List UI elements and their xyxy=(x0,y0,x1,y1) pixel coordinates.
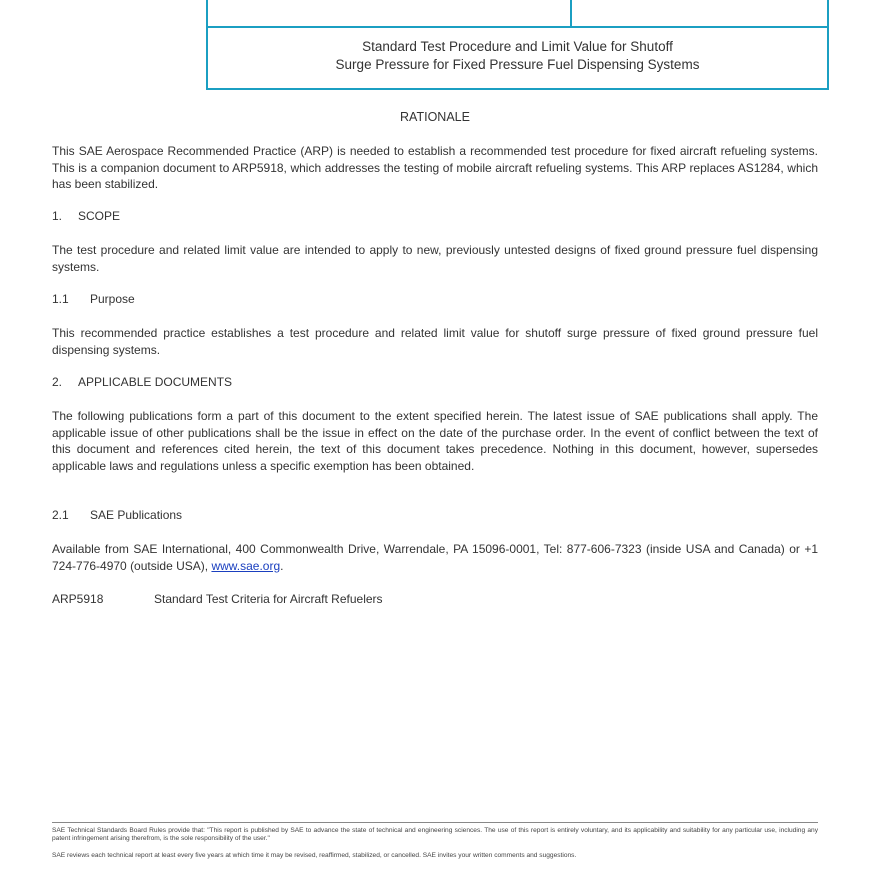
purpose-paragraph: This recommended practice establishes a test procedure and related limit value for shutoff surge pressure of fixed ground pressure fuel dispensing systems. xyxy=(52,326,818,357)
document-header-box xyxy=(206,0,829,90)
section-title: APPLICABLE DOCUMENTS xyxy=(78,375,233,389)
applicable-documents-paragraph: The following publications form a part of this document to the extent specified herein. The latest issue of SAE publications shall apply. The applicable issue of other publications shall be the issue in effect on the date of the purchase order. In the event of conflict between the text of this document and references cited herein, the text of this document takes precedence. Nothing in this document, however, supersedes applicable laws and regulations unless a specific exemption has been obtained. xyxy=(52,409,818,473)
section-number: 1. xyxy=(52,209,63,223)
footer-divider xyxy=(52,822,818,823)
reference-title: Standard Test Criteria for Aircraft Refuelers xyxy=(154,592,383,606)
section-heading-applicable-documents xyxy=(52,375,232,389)
section-title: SCOPE xyxy=(78,209,121,223)
document-title-line2: Surge Pressure for Fixed Pressure Fuel Dispensing Systems xyxy=(335,57,700,72)
rationale-heading: RATIONALE xyxy=(400,110,470,124)
section-number: 2.1 xyxy=(52,508,69,522)
header-divider xyxy=(570,0,572,26)
document-title xyxy=(208,38,827,74)
footer-note-1: SAE Technical Standards Board Rules provide that: "This report is published by SAE to advance the state of technical and engineering sciences. The use of this report is entirely voluntary, and its applicability and suitability for any particular use, including any patent infringement arising therefrom, is the sole responsibility of the user." xyxy=(52,827,818,842)
document-title-line1: Standard Test Procedure and Limit Value for Shutoff xyxy=(362,39,673,54)
rationale-paragraph: This SAE Aerospace Recommended Practice (ARP) is needed to establish a recommended test procedure for fixed aircraft refueling systems. This is a companion document to ARP5918, which addresses the testing of mobile aircraft refueling systems. This ARP replaces AS1284, which has been stabilized. xyxy=(52,144,818,191)
section-number: 1.1 xyxy=(52,292,69,306)
sae-website-link[interactable]: www.sae.org xyxy=(211,558,281,573)
reference-id: ARP5918 xyxy=(52,592,104,606)
header-top-row xyxy=(208,0,827,28)
footer-note-2: SAE reviews each technical report at least every five years at which time it may be revised, reaffirmed, stabilized, or cancelled. SAE invites your written comments and suggestions. xyxy=(52,852,577,859)
section-title: SAE Publications xyxy=(90,508,183,522)
reference-row xyxy=(52,592,383,606)
section-number: 2. xyxy=(52,375,63,389)
sae-publications-text: Available from SAE International, 400 Commonwealth Drive, Warrendale, PA 15096-0001, Tel: 877-606-7323 (inside USA and Canada) or +1 724-776-4970 (outside USA), xyxy=(52,542,818,573)
section-heading-sae-publications xyxy=(52,508,182,522)
section-heading-scope xyxy=(52,209,120,223)
link-suffix: . xyxy=(280,558,284,573)
section-title: Purpose xyxy=(90,292,135,306)
scope-paragraph: The test procedure and related limit value are intended to apply to new, previously untested designs of fixed ground pressure fuel dispensing systems. xyxy=(52,243,818,274)
section-heading-purpose xyxy=(52,292,135,306)
sae-publications-paragraph xyxy=(52,541,818,574)
